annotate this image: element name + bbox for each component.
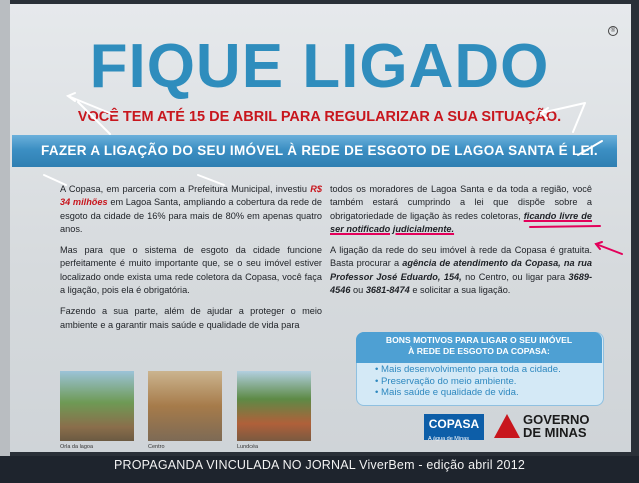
reason-item: • Mais saúde e qualidade de vida. (375, 387, 519, 398)
arrow-annotation (68, 96, 112, 114)
registered-mark-icon: ® (608, 26, 618, 36)
arrow-annotation (573, 103, 585, 132)
underline-mark (530, 226, 600, 227)
paragraph-2: Mas para que o sistema de esgoto da cidade funcione perfeitamente é muito importante que, se o seu imóvel estiver localizado onde exista uma rede coletora da Copasa, você faça a ligação, pois ela é obrigatória. (60, 245, 322, 296)
deadline-subtitle: VOCÊ TEM ATÉ 15 DE ABRIL PARA REGULARIZAR A SUA SITUAÇÃO. (77, 109, 562, 125)
paragraph-5: A ligação da rede do seu imóvel à rede da Copasa é gratuita. Basta procurar a agência de atendimento da Copasa, na rua Professor José Eduardo, 154, no Centro, ou ligar para 3689-4546 ou 3681-8474 e solicitar a sua ligação. (330, 245, 593, 296)
copasa-logo: COPASA (424, 414, 484, 440)
paragraph-1: A Copasa, em parceria com a Prefeitura Municipal, investiu R$ 34 milhões em Lagoa Santa, ampliando a cobertura da rede de esgoto da cidade de 16% para mais de 80% em apenas quatro anos. (60, 184, 322, 234)
reasons-title: BONS MOTIVOS PARA LIGAR O SEU IMÓVEL À REDE DE ESGOTO DA COPASA: (356, 332, 602, 363)
address: agência de atendimento da Copasa, na rua Professor José Eduardo, 154, (330, 258, 593, 282)
photo-caption: Orla da lagoa (60, 444, 94, 450)
reason-item: • Mais desenvolvimento para toda a cidade. (375, 364, 561, 375)
banner-text: FAZER A LIGAÇÃO DO SEU IMÓVEL À REDE DE ESGOTO DE LAGOA SANTA É LEI. (41, 143, 598, 158)
investment-amount: R$ 34 milhões (60, 184, 322, 208)
photo-caption: Centro (148, 444, 165, 450)
reason-item: • Preservação do meio ambiente. (375, 375, 517, 387)
paragraph-4: todos os moradores de Lagoa Santa e da toda a região, você também estará cumprindo a lei que dispõe sobre a obrigatoriedade de ligação às redes coletoras, ficando livre de ser notificado judicialmente. (330, 184, 592, 234)
phone-2: 3681-8474 (365, 285, 410, 296)
headline: FIQUE LIGADO (89, 32, 550, 101)
governo-logo: GOVERNO DE MINAS (523, 412, 590, 440)
caption-text: PROPAGANDA VINCULADA NO JORNAL ViverBem - edição abril 2012 (113, 458, 526, 472)
photo-caption: Lundcéa (237, 444, 259, 450)
highlight-phrase: ficando livre de ser notificado judicialmente. (330, 210, 592, 234)
copasa-tagline: A água de Minas (428, 436, 469, 442)
arrow-annotation (198, 175, 224, 185)
arrow-annotation (44, 175, 66, 185)
phone-1: 3689-4546 (330, 271, 592, 296)
paragraph-3: Fazendo a sua parte, além de ajudar a proteger o meio ambiente e a garantir mais saúde e qualidade de vida para (60, 306, 322, 330)
arrow-annotation (578, 141, 602, 155)
